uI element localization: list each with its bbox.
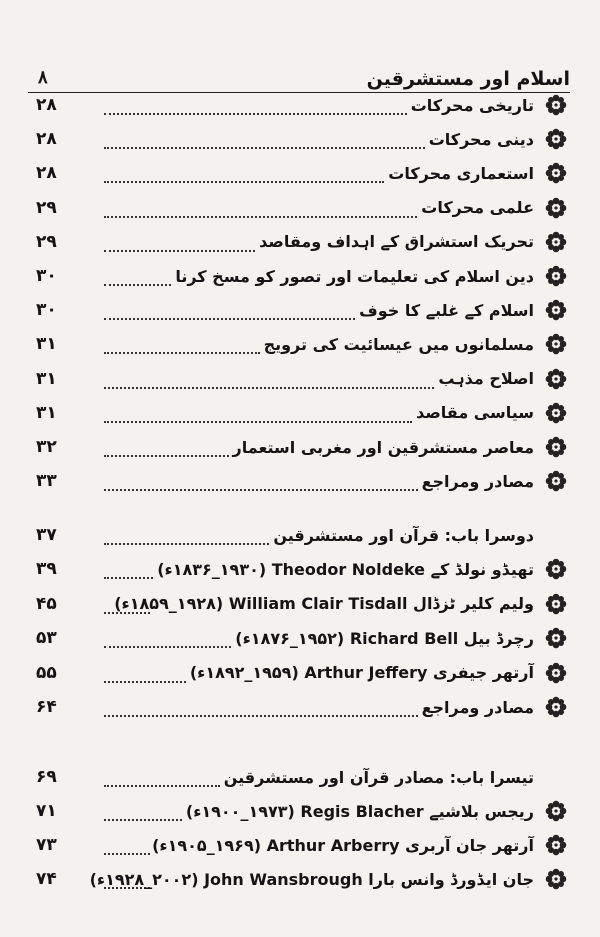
chapter-heading	[28, 518, 570, 552]
toc-entry	[28, 327, 570, 361]
toc-entry	[28, 862, 570, 896]
flower-bullet-icon	[542, 125, 570, 153]
toc-entry	[28, 552, 570, 586]
dot-leader	[104, 525, 269, 545]
dot-leader	[104, 559, 153, 579]
toc-entry-title: مصادر ومراجع	[421, 471, 534, 491]
flower-bullet-icon	[542, 365, 570, 393]
toc-entry-title: مسلمانوں میں عیسائیت کی ترویج	[263, 334, 534, 354]
toc-page-number: ۳۱	[36, 368, 57, 389]
flower-bullet-icon	[542, 262, 570, 290]
dot-leader	[104, 129, 425, 149]
toc-page-number: ۳۷	[36, 525, 57, 545]
toc-page-number: ۲۸	[36, 163, 57, 184]
toc-entry-title: معاصر مستشرقین اور مغربی استعمار	[232, 437, 534, 457]
toc-page-number: ۳۱	[36, 334, 57, 355]
dot-leader	[104, 471, 418, 491]
toc-page-number: ۷۱	[36, 801, 57, 821]
toc-entry	[28, 225, 570, 259]
toc-entry-title: دوسرا باب: قرآن اور مستشرقین	[273, 525, 534, 545]
dot-leader	[104, 437, 229, 457]
toc-entry-title: تیسرا باب: مصادر قرآن اور مستشرقین	[223, 767, 534, 787]
dot-leader	[104, 163, 384, 183]
dot-leader	[104, 369, 434, 389]
toc-page-number: ۲۹	[36, 197, 57, 218]
flower-bullet-icon	[542, 555, 570, 583]
toc-entry-title: تھیڈو نولڈ کے Theodor Noldeke (۱۸۳۶_۱۹۳۰ء)	[157, 559, 534, 579]
toc-entry-title: اصلاح مذہب	[438, 369, 534, 389]
flower-bullet-icon	[542, 228, 570, 256]
toc-entry-title: آرتھر جیفری Arthur Jeffery (۱۸۹۲_۱۹۵۹ء)	[189, 663, 534, 682]
toc-page-number: ۳۲	[36, 437, 57, 457]
toc-entry-title: ریجس بلاشیے Regis Blacher (۱۹۰۰_۱۹۷۳ء)	[185, 801, 534, 821]
flower-bullet-icon	[542, 194, 570, 222]
flower-bullet-icon	[542, 831, 570, 859]
toc-entry	[28, 362, 570, 396]
toc-entry	[28, 690, 570, 724]
toc-entry-title: رچرڈ بیل Richard Bell (۱۸۷۶_۱۹۵۲ء)	[235, 628, 534, 648]
toc-entry	[28, 430, 570, 464]
toc-entry	[28, 191, 570, 225]
flower-bullet-icon	[542, 433, 570, 461]
dot-leader	[104, 334, 260, 354]
dot-leader	[104, 266, 171, 286]
flower-bullet-icon	[542, 399, 570, 427]
toc-entry	[28, 88, 570, 122]
flower-bullet-icon	[542, 159, 570, 187]
toc-page-number: ۷۴	[36, 869, 57, 889]
toc-entry-title: علمی محرکات	[421, 198, 534, 218]
toc-entry	[28, 656, 570, 690]
toc-page-number: ۵۳	[36, 628, 57, 648]
toc-page-number: ۶۴	[36, 697, 57, 717]
toc-entry-title: جان ایڈورڈ وانس بارا John Wansbrough (۱۹۲۸_۲۰۰۲ء)	[89, 869, 534, 889]
dot-leader	[104, 403, 412, 423]
toc-page-number: ۳۳	[36, 471, 57, 492]
toc-page-number: ۳۹	[36, 559, 57, 579]
toc-entry-title: دینی محرکات	[428, 129, 534, 149]
toc-entry-title: تحریک استشراق کے اہداف ومقاصد	[259, 232, 534, 252]
toc-entry	[28, 122, 570, 156]
flower-bullet-icon	[542, 590, 570, 618]
dot-leader	[104, 835, 150, 855]
toc-entry-title: ولیم کلیر ٹزڈال William Clair Tisdall (۱۸۵۹_۱۹۲۸ء)	[114, 594, 534, 613]
toc-entry-title: تاریخی محرکات	[410, 95, 534, 115]
running-title: اسلام اور مستشرقین	[366, 68, 570, 90]
toc-entry	[28, 259, 570, 293]
flower-bullet-icon	[542, 624, 570, 652]
flower-bullet-icon	[542, 659, 570, 687]
flower-bullet-icon	[542, 797, 570, 825]
toc-entry	[28, 621, 570, 655]
toc-entry-title: سیاسی مقاصد	[416, 403, 534, 423]
flower-bullet-icon	[542, 865, 570, 893]
toc-entry-title: استعماری محرکات	[388, 163, 534, 183]
dot-leader	[104, 300, 355, 320]
toc-page-number: ۶۹	[36, 767, 57, 787]
toc-entry	[28, 587, 570, 621]
flower-bullet-icon	[542, 330, 570, 358]
toc-page-number: ۳۰	[36, 300, 57, 321]
dot-leader	[104, 628, 231, 648]
dot-leader	[104, 697, 418, 717]
toc-page-number: ۵۵	[36, 662, 57, 683]
dot-leader	[104, 767, 220, 787]
flower-bullet-icon	[542, 91, 570, 119]
toc-page-number: ۴۵	[36, 593, 57, 614]
toc-entry-title: دین اسلام کی تعلیمات اور تصور کو مسخ کرنا	[175, 266, 534, 286]
flower-bullet-icon	[542, 693, 570, 721]
toc-entry-title: اسلام کے غلبے کا خوف	[359, 300, 534, 320]
toc-entry	[28, 156, 570, 190]
dot-leader	[104, 198, 417, 218]
dot-leader	[104, 801, 182, 821]
flower-bullet-icon	[542, 467, 570, 495]
page-number: ۸	[38, 67, 48, 88]
toc-entry-title: آرتھر جان آربری Arthur Arberry (۱۹۰۵_۱۹۶۹ء)	[152, 835, 534, 855]
toc-page-number: ۲۹	[36, 231, 57, 252]
toc-entry	[28, 396, 570, 430]
chapter-heading	[28, 760, 570, 794]
toc-entry-title: مصادر ومراجع	[421, 697, 534, 717]
toc-entry	[28, 464, 570, 498]
toc-page-number: ۲۸	[36, 95, 57, 115]
toc-page-number: ۲۸	[36, 129, 57, 150]
toc-entry	[28, 794, 570, 828]
flower-bullet-icon	[542, 296, 570, 324]
dot-leader	[104, 232, 255, 252]
toc-page-number: ۷۳	[36, 835, 57, 855]
toc-page-number: ۳۱	[36, 402, 57, 423]
dot-leader	[104, 663, 186, 683]
toc-page-number: ۳۰	[36, 266, 57, 286]
toc-entry	[28, 293, 570, 327]
dot-leader	[104, 95, 407, 115]
toc-entry	[28, 828, 570, 862]
